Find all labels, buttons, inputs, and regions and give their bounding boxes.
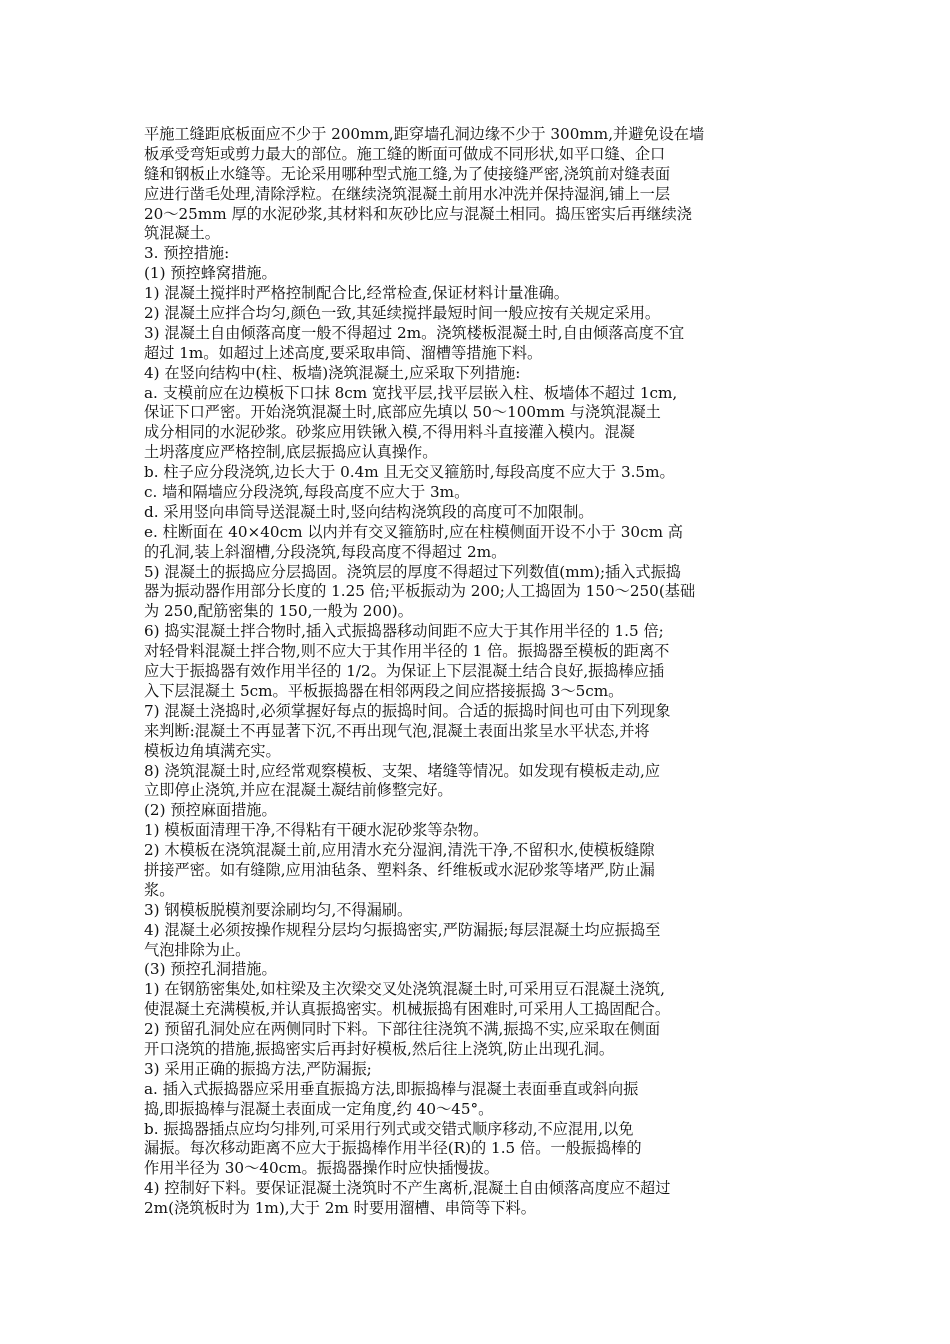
text-line: e. 柱断面在 40×40cm 以内并有交叉箍筋时,应在柱模侧面开设不小于 30cm 高 <box>144 522 683 541</box>
text-line: 气泡排除为止。 <box>144 940 251 959</box>
text-line: 对轻骨料混凝土拌合物,则不应大于其作用半径的 1 倍。振捣器至模板的距离不 <box>144 642 670 661</box>
text-line: 2) 木模板在浇筑混凝土前,应用清水充分湿润,清洗干净,不留积水,使模板缝隙 <box>144 841 655 860</box>
text-line: 1) 混凝土搅拌时严格控制配合比,经常检查,保证材料计量准确。 <box>144 284 569 303</box>
body-text <box>144 125 824 1219</box>
text-line: c. 墙和隔墙应分段浇筑,每段高度不应大于 3m。 <box>144 483 470 502</box>
text-line: 4) 在竖向结构中(柱、板墙)浇筑混凝土,应采取下列措施: <box>144 363 521 382</box>
text-line: 浆。 <box>144 880 175 899</box>
text-line: 土坍落度应严格控制,底层振捣应认真操作。 <box>144 443 438 462</box>
text-line: 3) 混凝土自由倾落高度一般不得超过 2m。浇筑楼板混凝土时,自由倾落高度不宜 <box>144 323 685 342</box>
text-line: 超过 1m。如超过上述高度,要采取串筒、溜槽等措施下料。 <box>144 343 543 362</box>
text-line: 3) 采用正确的振捣方法,严防漏振; <box>144 1059 372 1078</box>
text-line: 使混凝土充满模板,并认真振捣密实。机械振捣有困难时,可采用人工捣固配合。 <box>144 1000 671 1019</box>
text-line: 成分相同的水泥砂浆。砂浆应用铁锹入模,不得用料斗直接灌入模内。混凝 <box>144 423 635 442</box>
text-line: 为 250,配筋密集的 150,一般为 200)。 <box>144 602 413 621</box>
text-line: 应进行凿毛处理,清除浮粒。在继续浇筑混凝土前用水冲洗并保持湿润,铺上一层 <box>144 184 671 203</box>
text-line: 6) 捣实混凝土拌合物时,插入式振捣器移动间距不应大于其作用半径的 1.5 倍; <box>144 622 664 641</box>
text-line: b. 振捣器插点应均匀排列,可采用行列式或交错式顺序移动,不应混用,以免 <box>144 1119 634 1138</box>
text-line: 4) 控制好下料。要保证混凝土浇筑时不产生离析,混凝土自由倾落高度应不超过 <box>144 1179 671 1198</box>
text-line: 筑混凝土。 <box>144 224 220 243</box>
text-line: 平施工缝距底板面应不少于 200mm,距穿墙孔洞边缘不少于 300mm,并避免设在墙 <box>144 125 705 143</box>
text-line: 2) 混凝土应拌合均匀,颜色一致,其延续搅拌最短时间一般应按有关规定采用。 <box>144 304 661 323</box>
subsection-heading: (2) 预控麻面措施。 <box>144 801 277 820</box>
text-line: d. 采用竖向串筒导送混凝土时,竖向结构浇筑段的高度可不加限制。 <box>144 502 594 521</box>
text-line: 3) 钢模板脱模剂要涂刷均匀,不得漏刷。 <box>144 900 413 919</box>
text-line: 漏振。每次移动距离不应大于振捣棒作用半径(R)的 1.5 倍。一般振捣棒的 <box>144 1139 642 1158</box>
section-heading: 3. 预控措施: <box>144 244 230 263</box>
text-line: 入下层混凝土 5cm。平板振捣器在相邻两段之间应搭接振捣 3～5cm。 <box>144 681 624 700</box>
text-line: b. 柱子应分段浇筑,边长大于 0.4m 且无交叉箍筋时,每段高度不应大于 3.5m。 <box>144 463 675 482</box>
text-line: 8) 浇筑混凝土时,应经常观察模板、支架、堵缝等情况。如发现有模板走动,应 <box>144 761 661 780</box>
text-line: 5) 混凝土的振捣应分层捣固。浇筑层的厚度不得超过下列数值(mm);插入式振捣 <box>144 562 681 581</box>
text-line: 开口浇筑的措施,振捣密实后再封好模板,然后往上浇筑,防止出现孔洞。 <box>144 1039 615 1058</box>
text-line: 的孔洞,装上斜溜槽,分段浇筑,每段高度不得超过 2m。 <box>144 542 507 561</box>
text-line: 7) 混凝土浇捣时,必须掌握好每点的振捣时间。合适的振捣时间也可由下列现象 <box>144 701 671 720</box>
text-line: 模板边角填满充实。 <box>144 741 281 760</box>
text-line: 2) 预留孔洞处应在两侧同时下料。下部往往浇筑不满,振捣不实,应采取在侧面 <box>144 1020 661 1039</box>
subsection-heading: (1) 预控蜂窝措施。 <box>144 264 277 283</box>
text-line: 立即停止浇筑,并应在混凝土凝结前修整完好。 <box>144 781 453 800</box>
subsection-heading: (3) 预控孔洞措施。 <box>144 960 277 979</box>
text-line: 20～25mm 厚的水泥砂浆,其材料和灰砂比应与混凝土相同。捣压密实后再继续浇 <box>144 204 692 223</box>
text-line: 作用半径为 30～40cm。振捣器操作时应快插慢拔。 <box>144 1159 499 1178</box>
text-line: 器为振动器作用部分长度的 1.25 倍;平板振动为 200;人工捣固为 150～250(基础 <box>144 582 696 601</box>
text-line: 缝和钢板止水缝等。无论采用哪种型式施工缝,为了使接缝严密,浇筑前对缝表面 <box>144 164 671 183</box>
text-line: 来判断:混凝土不再显著下沉,不再出现气泡,混凝土表面出浆呈水平状态,并将 <box>144 721 650 740</box>
text-line: 应大于振捣器有效作用半径的 1/2。为保证上下层混凝土结合良好,振捣棒应插 <box>144 662 665 681</box>
text-line: a. 支模前应在边模板下口抹 8cm 宽找平层,找平层嵌入柱、板墙体不超过 1cm, <box>144 383 678 402</box>
text-line: 捣,即振捣棒与混凝土表面成一定角度,约 40～45°。 <box>144 1099 494 1118</box>
text-line: a. 插入式振捣器应采用垂直振捣方法,即振捣棒与混凝土表面垂直或斜向振 <box>144 1079 639 1098</box>
text-line: 保证下口严密。开始浇筑混凝土时,底部应先填以 50～100mm 与浇筑混凝土 <box>144 403 661 422</box>
text-line: 拼接严密。如有缝隙,应用油毡条、塑料条、纤维板或水泥砂浆等堵严,防止漏 <box>144 860 655 879</box>
text-line: 2m(浇筑板时为 1m),大于 2m 时要用溜槽、串筒等下料。 <box>144 1199 536 1218</box>
text-line: 板承受弯矩或剪力最大的部位。施工缝的断面可做成不同形状,如平口缝、企口 <box>144 144 666 163</box>
text-line: 4) 混凝土必须按操作规程分层均匀振捣密实,严防漏振;每层混凝土均应振捣至 <box>144 920 661 939</box>
text-line: 1) 模板面清理干净,不得粘有干硬水泥砂浆等杂物。 <box>144 821 489 840</box>
text-line: 1) 在钢筋密集处,如柱梁及主次梁交叉处浇筑混凝土时,可采用豆石混凝土浇筑, <box>144 980 665 999</box>
